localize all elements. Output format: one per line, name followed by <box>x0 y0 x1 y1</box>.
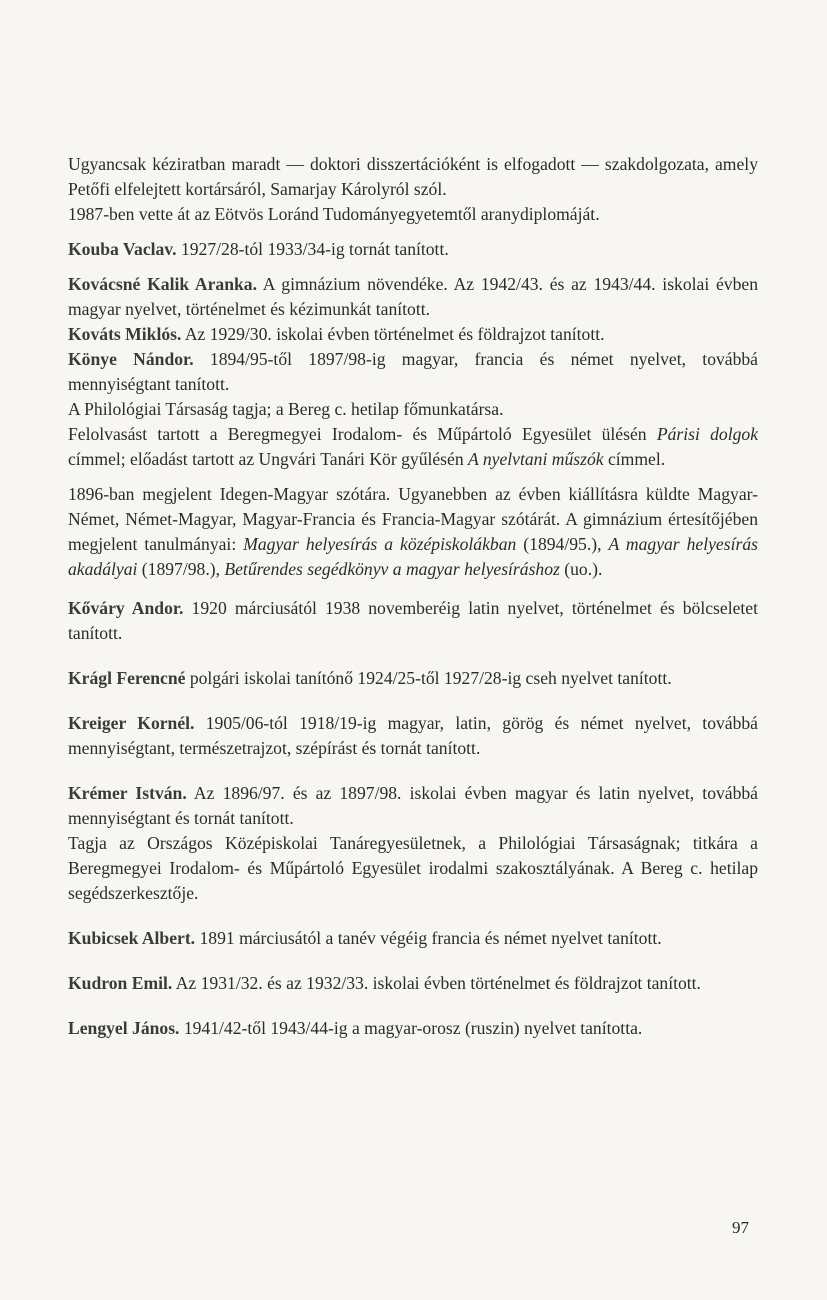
text-run: (uo.). <box>559 559 603 579</box>
konye-paragraph-4 <box>68 482 758 582</box>
entry-name: Kőváry Andor. <box>68 598 184 618</box>
entry-text: A gimnázium növendéke. Az 1942/43. és az 1943/44. iskolai évben magyar nyelvet, történelmet és kézimunkát tanított. <box>68 274 758 319</box>
entry-name: Kudron Emil. <box>68 973 173 993</box>
entry-text: Az 1929/30. iskolai évben történelmet és földrajzot tanított. <box>181 324 605 344</box>
entry-text: Az 1896/97. és az 1897/98. iskolai évben magyar és latin nyelvet, továbbá mennyiségtant és tornát tanított. <box>68 783 758 828</box>
page-number: 97 <box>732 1218 749 1237</box>
entry-name: Krágl Ferencné <box>68 668 186 688</box>
entry-kreiger <box>68 711 758 761</box>
entry-name: Kreiger Kornél. <box>68 713 195 733</box>
entry-name: Kouba Vaclav. <box>68 239 177 259</box>
entry-name: Kovácsné Kalik Aranka. <box>68 274 257 294</box>
entry-name: Krémer István. <box>68 783 187 803</box>
entry-kovary <box>68 596 758 646</box>
entry-name: Kubicsek Albert. <box>68 928 196 948</box>
entry-name: Kováts Miklós. <box>68 324 182 344</box>
entry-konye <box>68 347 758 397</box>
entry-text: 1894/95-től 1897/98-ig magyar, francia és német nyelvet, továbbá mennyiségtant tanított. <box>68 349 758 394</box>
entry-text: polgári iskolai tanítónő 1924/25-től 1927/28-ig cseh nyelvet tanított. <box>185 668 672 688</box>
text-run: (1897/98.), <box>137 559 225 579</box>
text-run: címmel; előadást tartott az Ungvári Tanári Kör gyűlésén <box>68 449 469 469</box>
title-italic: Párisi dolgok <box>656 424 758 444</box>
entry-name: Lengyel János. <box>68 1018 180 1038</box>
text-run: címmel. <box>603 449 666 469</box>
entry-kovats <box>68 322 758 347</box>
entry-name: Könye Nándor. <box>68 349 194 369</box>
entry-text: Az 1931/32. és az 1932/33. iskolai évben történelmet és földrajzot tanított. <box>172 973 701 993</box>
text-run: (1894/95.), <box>516 534 609 554</box>
entry-text: 1927/28-tól 1933/34-ig tornát tanított. <box>176 239 449 259</box>
text-run: Felolvasást tartott a Beregmegyei Irodalom- és Műpártoló Egyesület ülésén <box>68 424 657 444</box>
entry-kouba <box>68 237 758 262</box>
paragraph-dissertation: Ugyancsak kéziratban maradt — doktori disszertációként is elfogadott — szakdolgozata, amely Petőfi elfelejtett kortársáról, Samarjay Károlyról szól. <box>68 154 758 199</box>
entry-kovacsne <box>68 272 758 322</box>
entry-kremer <box>68 781 758 831</box>
title-italic: A nyelvtani műszók <box>468 449 604 469</box>
paragraph-gold-diploma: 1987-ben vette át az Eötvös Loránd Tudományegyetemtől aranydiplomáját. <box>68 204 600 224</box>
entry-text: 1941/42-től 1943/44-ig a magyar-orosz (ruszin) nyelvet tanította. <box>179 1018 643 1038</box>
entry-kubicsek <box>68 926 758 951</box>
title-italic: Betűrendes segédkönyv a magyar helyesíráshoz <box>224 559 560 579</box>
text-run: 1896-ban megjelent Idegen-Magyar szótára. Ugyanebben az évben kiállításra küldte Magyar-Német, Német-Magyar, Magyar-Francia és Francia-Magyar szótárát. A gimnázium értesítőjében megjelent tanulmányai: <box>68 484 758 554</box>
entry-lengyel <box>68 1016 758 1041</box>
title-italic: Magyar helyesírás a középiskolákban <box>243 534 517 554</box>
entry-text: 1905/06-tól 1918/19-ig magyar, latin, görög és német nyelvet, továbbá mennyiségtant, természetrajzot, szépírást és tornát tanított. <box>68 713 758 758</box>
title-italic: A magyar helyesírás akadályai <box>68 534 758 579</box>
kremer-paragraph-2: Tagja az Országos Középiskolai Tanáregyesületnek, a Philológiai Társaságnak; titkára a Beregmegyei Irodalom- és Műpártoló Egyesület irodalmi szakosztályának. A Bereg c. hetilap segédszerkesztője. <box>68 833 758 903</box>
page-body <box>68 152 758 1041</box>
entry-text: 1920 márciusától 1938 novemberéig latin nyelvet, történelmet és bölcseletet tanított. <box>68 598 758 643</box>
entry-text: 1891 márciusától a tanév végéig francia és német nyelvet tanított. <box>195 928 662 948</box>
entry-kudron <box>68 971 758 996</box>
konye-paragraph-3 <box>68 422 758 472</box>
entry-kragl <box>68 666 758 691</box>
konye-paragraph-2: A Philológiai Társaság tagja; a Bereg c. hetilap főmunkatársa. <box>68 399 504 419</box>
